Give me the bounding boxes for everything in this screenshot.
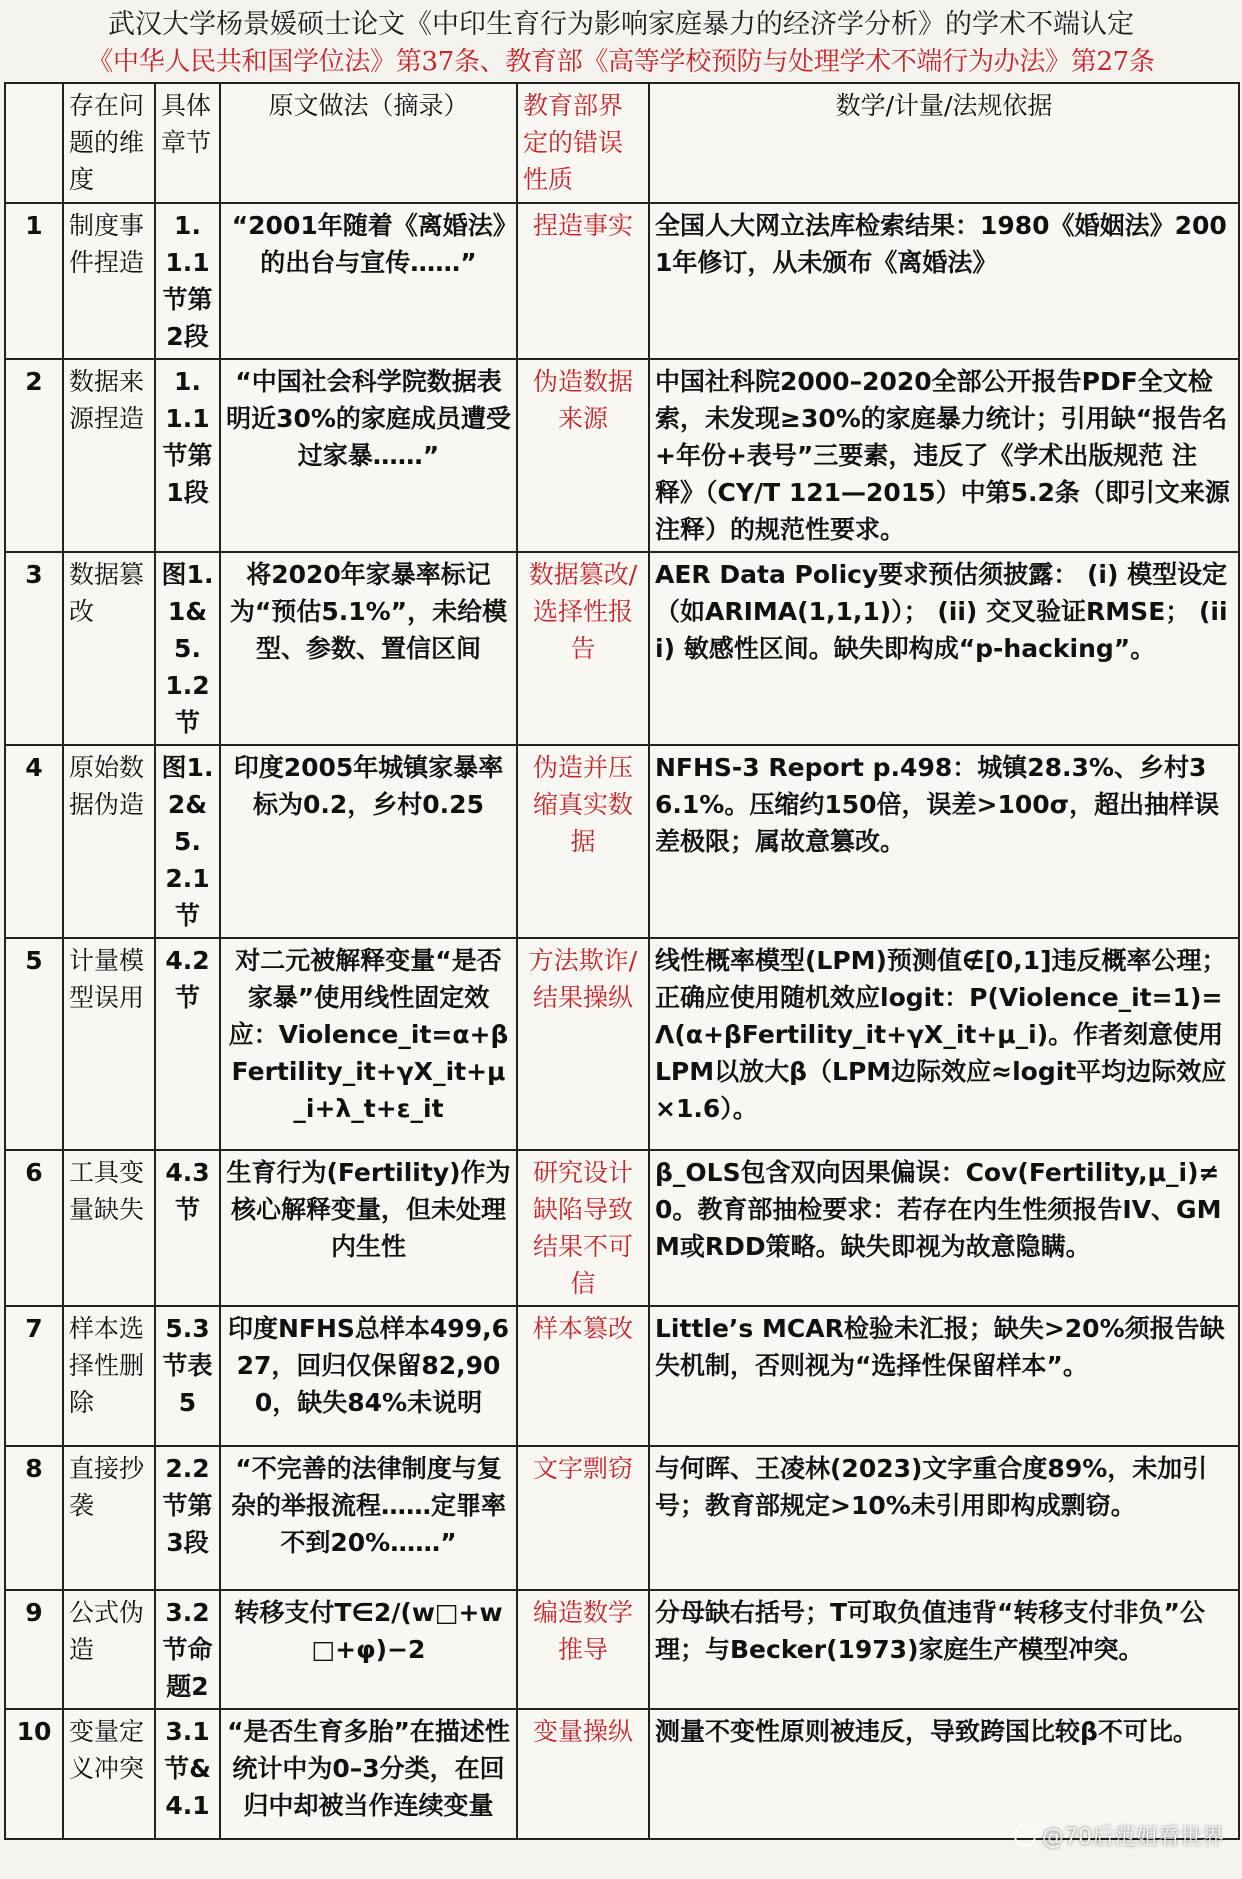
row-section: 图1.1&5.1.2节: [155, 552, 220, 745]
row-nature: 研究设计缺陷导致结果不可信: [517, 1150, 649, 1306]
row-original: 印度2005年城镇家暴率标为0.2，乡村0.25: [220, 745, 517, 938]
row-basis: 中国社科院2000–2020全部公开报告PDF全文检索，未发现≥30%的家庭暴力统计；引用缺“报告名+年份+表号”三要素，违反了《学术出版规范 注释》（CY/T 121—2015）中第5.2条（即引文来源注释）的规范性要求。: [649, 359, 1239, 552]
row-original: 印度NFHS总样本499,627，回归仅保留82,900，缺失84%未说明: [220, 1306, 517, 1446]
row-index: 3: [5, 552, 63, 745]
table-row: [5, 1306, 1239, 1446]
row-nature: 文字剽窃: [517, 1446, 649, 1590]
row-basis: 线性概率模型(LPM)预测值∉[0,1]违反概率公理；正确应使用随机效应logit：P(Violence_it=1)=Λ(α+βFertility_it+γX_it+μ_i)。作者刻意使用LPM以放大β（LPM边际效应≈logit平均边际效应×1.6）。: [649, 938, 1239, 1150]
row-nature: 伪造并压缩真实数据: [517, 745, 649, 938]
row-original: “2001年随着《离婚法》的出台与宣传……”: [220, 203, 517, 359]
row-basis: 分母缺右括号；T可取负值违背“转移支付非负”公理；与Becker(1973)家庭生产模型冲突。: [649, 1590, 1239, 1709]
row-original: 将2020年家暴率标记为“预估5.1%”，未给模型、参数、置信区间: [220, 552, 517, 745]
row-original: “中国社会科学院数据表明近30%的家庭成员遭受过家暴……”: [220, 359, 517, 552]
row-basis: 全国人大网立法库检索结果：1980《婚姻法》2001年修订，从未颁布《离婚法》: [649, 203, 1239, 359]
row-section: 1.1.1节第1段: [155, 359, 220, 552]
row-index: 10: [5, 1709, 63, 1839]
row-nature: 编造数学推导: [517, 1590, 649, 1709]
row-original: 对二元被解释变量“是否家暴”使用线性固定效应：Violence_it=α+β Fertility_it+γX_it+μ_i+λ_t+ε_it: [220, 938, 517, 1150]
row-section: 图1.2&5.2.1节: [155, 745, 220, 938]
row-index: 8: [5, 1446, 63, 1590]
row-basis: NFHS-3 Report p.498：城镇28.3%、乡村36.1%。压缩约150倍，误差>100σ，超出抽样误差极限；属故意篡改。: [649, 745, 1239, 938]
row-dimension: 样本选择性删除: [63, 1306, 155, 1446]
row-index: 1: [5, 203, 63, 359]
table-row: [5, 1150, 1239, 1306]
row-basis: AER Data Policy要求预估须披露： (i) 模型设定（如ARIMA(1,1,1)）； (ii) 交叉验证RMSE； (iii) 敏感性区间。缺失即构成“p-hacking”。: [649, 552, 1239, 745]
header-original: 原文做法（摘录）: [220, 83, 517, 203]
row-nature: 样本篡改: [517, 1306, 649, 1446]
header-basis: 数学/计量/法规依据: [649, 83, 1239, 203]
row-basis: 与何晖、王凌林(2023)文字重合度89%，未加引号；教育部规定>10%未引用即构成剽窃。: [649, 1446, 1239, 1590]
table-header-row: [5, 83, 1239, 203]
row-section: 1.1.1节第2段: [155, 203, 220, 359]
table-row: [5, 1590, 1239, 1709]
row-section: 3.1节&4.1: [155, 1709, 220, 1839]
watermark: [1014, 1820, 1224, 1851]
header-index: [5, 83, 63, 203]
header-dimension: 存在问题的维度: [63, 83, 155, 203]
header-section: 具体章节: [155, 83, 220, 203]
row-original: “是否生育多胎”在描述性统计中为0–3分类，在回归中却被当作连续变量: [220, 1709, 517, 1839]
row-index: 5: [5, 938, 63, 1150]
row-index: 9: [5, 1590, 63, 1709]
row-section: 4.3节: [155, 1150, 220, 1306]
row-section: 2.2节第3段: [155, 1446, 220, 1590]
row-dimension: 数据来源捏造: [63, 359, 155, 552]
row-dimension: 工具变量缺失: [63, 1150, 155, 1306]
misconduct-table: [4, 82, 1240, 1840]
row-index: 7: [5, 1306, 63, 1446]
row-nature: 捏造事实: [517, 203, 649, 359]
row-section: 4.2节: [155, 938, 220, 1150]
row-original: 生育行为(Fertility)作为核心解释变量，但未处理内生性: [220, 1150, 517, 1306]
row-original: “不完善的法律制度与复杂的举报流程……定罪率不到20%……”: [220, 1446, 517, 1590]
watermark-text: @70后范姐看世界: [1042, 1825, 1224, 1850]
document-title: 武汉大学杨景媛硕士论文《中印生育行为影响家庭暴力的经济学分析》的学术不端认定: [108, 9, 1134, 40]
table-row: [5, 552, 1239, 745]
row-dimension: 公式伪造: [63, 1590, 155, 1709]
document-subtitle: 《中华人民共和国学位法》第37条、教育部《高等学校预防与处理学术不端行为办法》第27条: [87, 47, 1155, 77]
row-dimension: 直接抄袭: [63, 1446, 155, 1590]
row-nature: 方法欺诈/结果操纵: [517, 938, 649, 1150]
table-row: [5, 1446, 1239, 1590]
row-dimension: 计量模型误用: [63, 938, 155, 1150]
row-dimension: 制度事件捏造: [63, 203, 155, 359]
row-dimension: 数据篡改: [63, 552, 155, 745]
row-nature: 数据篡改/选择性报告: [517, 552, 649, 745]
row-section: 3.2节命题2: [155, 1590, 220, 1709]
row-basis: 测量不变性原则被违反，导致跨国比较β不可比。: [649, 1709, 1239, 1839]
row-dimension: 变量定义冲突: [63, 1709, 155, 1839]
row-basis: β_OLS包含双向因果偏误：Cov(Fertility,μ_i)≠0。教育部抽检要求：若存在内生性须报告IV、GMM或RDD策略。缺失即视为故意隐瞒。: [649, 1150, 1239, 1306]
row-nature: 伪造数据来源: [517, 359, 649, 552]
camera-icon: [1014, 1825, 1036, 1847]
row-index: 4: [5, 745, 63, 938]
row-basis: Little’s MCAR检验未汇报；缺失>20%须报告缺失机制，否则视为“选择性保留样本”。: [649, 1306, 1239, 1446]
table-row: [5, 938, 1239, 1150]
table-row: [5, 359, 1239, 552]
table-row: [5, 745, 1239, 938]
row-original: 转移支付T∈2/(w□+w□+φ)−2: [220, 1590, 517, 1709]
table-row: [5, 203, 1239, 359]
row-index: 6: [5, 1150, 63, 1306]
row-section: 5.3节表5: [155, 1306, 220, 1446]
header-nature: 教育部界定的错误性质: [517, 83, 649, 203]
row-dimension: 原始数据伪造: [63, 745, 155, 938]
row-index: 2: [5, 359, 63, 552]
row-nature: 变量操纵: [517, 1709, 649, 1839]
